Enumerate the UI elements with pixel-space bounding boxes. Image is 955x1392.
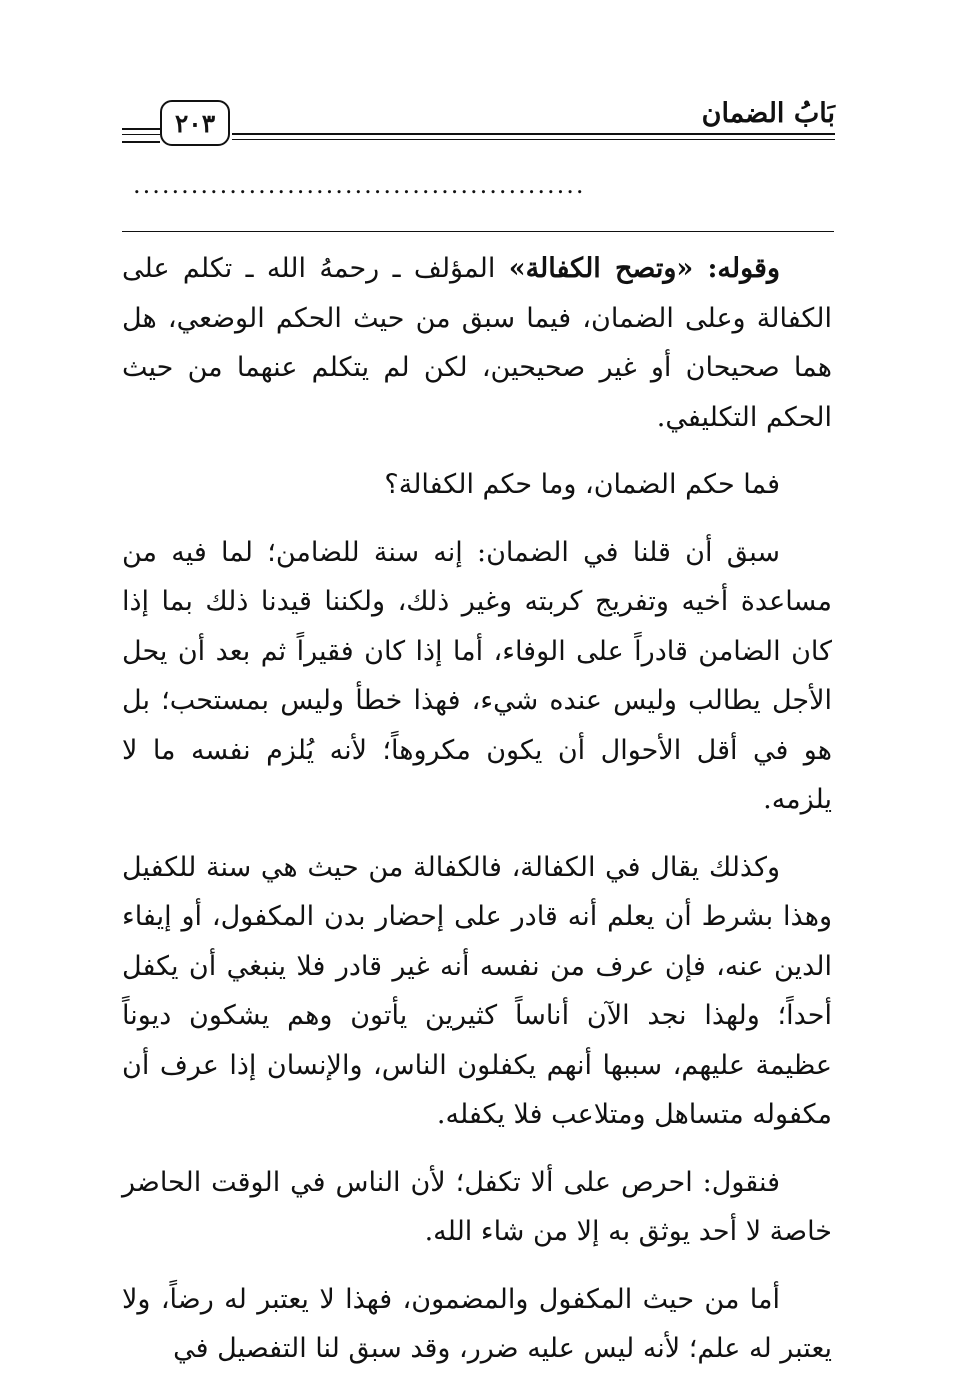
paragraph-6: أما من حيث المكفول والمضمون، فهذا لا يعتبر له رضاً، ولا يعتبر له علم؛ لأنه ليس عليه ضرر، وقد سبق لنا التفصيل في: [122, 1283, 832, 1364]
paragraph-1-text: المؤلف ـ رحمهُ الله ـ تكلم على الكفالة وعلى الضمان، فيما سبق من حيث الحكم الوضعي، هل هما صحيحان أو غير صحيحين، لكن لم يتكلم عنهما من حيث الحكم التكليفي.: [122, 253, 832, 433]
dotted-separator: ...............................................: [133, 171, 586, 199]
header-rule-mid-left: [122, 141, 160, 143]
page-number: [160, 100, 230, 146]
header-rule-bottom-left: [122, 134, 160, 135]
body-text: [122, 244, 832, 1392]
header-rule-bottom-right: [232, 139, 835, 140]
header-rule-top-left: [122, 128, 160, 130]
paragraph-1: [122, 244, 832, 442]
chapter-title: بَابُ الضمان: [701, 98, 835, 129]
paragraph-5: فنقول: احرص على ألا تكفل؛ لأن الناس في الوقت الحاضر خاصة لا أحد يوثق به إلا من شاء الله.: [122, 1166, 832, 1247]
paragraph-3: سبق أن قلنا في الضمان: إنه سنة للضامن؛ لما فيه من مساعدة أخيه وتفريج كربته وغير ذلك، ولكننا قيدنا ذلك بما إذا كان الضامن قادراً على الوفاء، أما إذا كان فقيراً ثم بعد أن يحل الأجل يطالب وليس عنده شيء، فهذا خطأ وليس بمستحب؛ بل هو في أقل الأحوال أن يكون مكروهاً؛ لأنه يُلزم نفسه ما لا يلزمه.: [122, 536, 832, 815]
section-divider: [122, 231, 834, 232]
header-rule-top-right: [232, 133, 835, 135]
paragraph-1-lead: وقوله: «وتصح الكفالة»: [508, 253, 781, 284]
paragraph-2: فما حكم الضمان، وما حكم الكفالة؟: [384, 469, 780, 500]
page-number-text: ٢٠٣: [174, 108, 216, 138]
paragraph-4: وكذلك يقال في الكفالة، فالكفالة من حيث هي سنة للكفيل وهذا بشرط أن يعلم أنه قادر على إحضار بدن المكفول، أو إيفاء الدين عنه، فإن عرف من نفسه أنه غير قادر فلا ينبغي أن يكفل أحداً؛ ولهذا نجد الآن أناساً كثيرين يأتون وهم يشكون ديوناً عظيمة عليهم، سببها أنهم يكفلون الناس، والإنسان إذا عرف أن مكفوله متساهل ومتلاعب فلا يكفله.: [122, 851, 832, 1130]
